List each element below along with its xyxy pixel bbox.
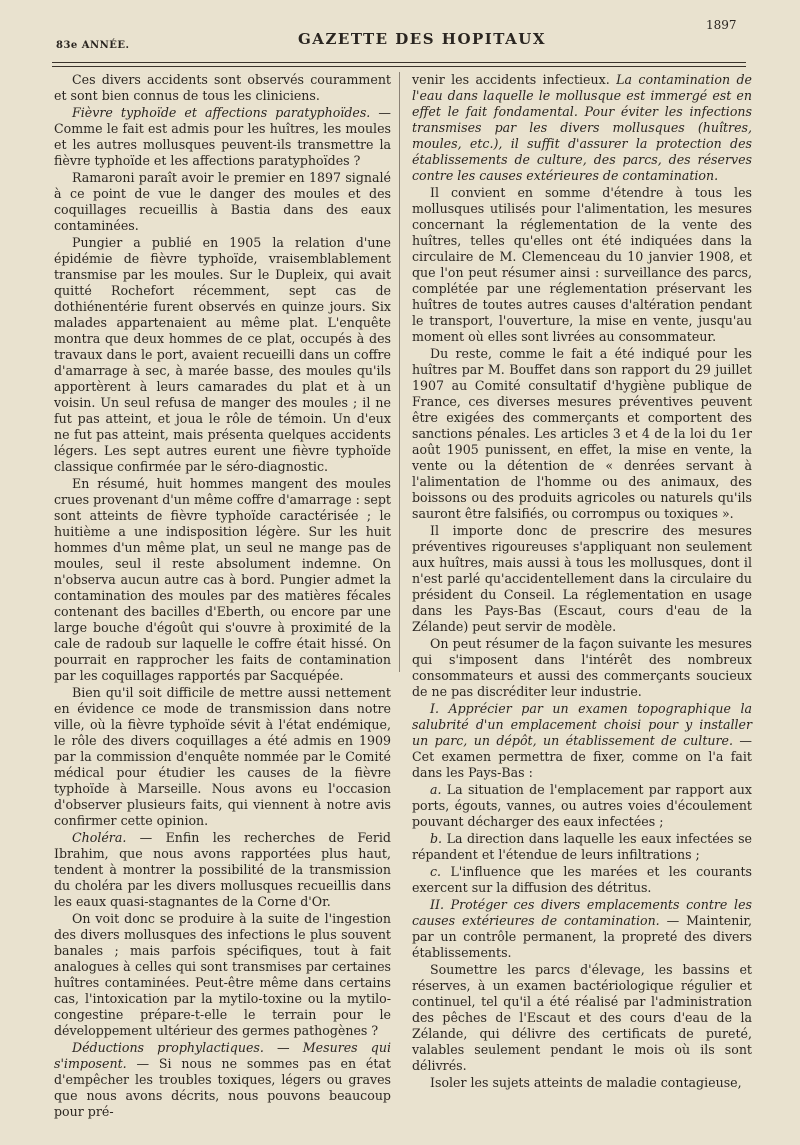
right-column [412,72,752,1092]
paragraph-text: — Cet examen permettra de fixer, comme on l'a fait dans les Pays-Bas : [412,733,752,780]
paragraph-text: — Si nous ne sommes pas en état d'empêcher les troubles toxiques, légers ou graves que nous avons décrits, nous pouvons beaucoup pour pré- [54,1056,391,1119]
paragraph [54,170,391,234]
paragraph-text: Ramaroni paraît avoir le premier en 1897 signalé à ce point de vue le danger des moules et des coquillages recueillis à Bastia dans des eaux contaminées. [54,170,391,233]
paragraph [412,346,752,522]
paragraph-text: Bien qu'il soit difficile de mettre aussi nettement en évidence ce mode de transmission dans notre ville, où la fièvre typhoïde sévit à l'état endémique, le rôle des divers coquillages a été admis en 1909 par la commission d'enquête nommée par le Comité médical pour étudier les causes de la fièvre typhoïde à Marseille. Nous avons eu l'occasion d'observer plusieurs faits, qui viennent à notre avis confirmer cette opinion. [54,685,391,828]
paragraph-tail: La contamination de l'eau dans laquelle le mollusque est immergé est en effet le fait fondamental. Pour éviter les infections transmises par les divers mollusques (huîtres, moules, etc.), il suffit d'assurer la protection des établissements de culture, des parcs, des réserves contre les causes extérieures de contamination. [412,72,752,183]
paragraph [412,523,752,635]
paragraph-text: Pungier a publié en 1905 la relation d'une épidémie de fièvre typhoïde, vraisemblablement transmise par les moules. Sur le Dupleix, qui avait quitté Rochefort récemment, sept cas de dothiénentérie furent observés en quinze jours. Six malades appartenaient au même plat. L'enquête montra que deux hommes de ce plat, occupés à des travaux dans le port, avaient recueilli dans un coffre d'amarrage à sec, à marée basse, des moules qu'ils apportèrent à leurs camarades du plat et à un voisin. Un seul refusa de manger des moules ; il ne fut pas atteint, et joua le rôle de témoin. Un d'eux ne fut pas atteint, mais présenta quelques accidents légers. Les sept autres eurent une fièvre typhoïde classique confirmée par le séro-diagnostic. [54,235,391,474]
paragraph-text: — Enfin les recherches de Ferid Ibrahim, que nous avons rapportées plus haut, tendent à montrer la possibilité de la transmission du choléra par les divers mollusques recueillis dans les eaux quasi-stagnantes de la Corne d'Or. [54,830,391,909]
paragraph [54,685,391,829]
paragraph-text: On voit donc se produire à la suite de l'ingestion des divers mollusques des infections le plus souvent banales ; mais parfois spécifiques, tout à fait analogues à celles qui sont transmises par certaines huîtres contaminées. Peut-être même dans certains cas, l'intoxication par la mytilo-toxine ou la mytilo-congestine prépare-t-elle le terrain pour le développement ultérieur des germes pathogènes ? [54,911,391,1038]
journal-title: GAZETTE DES HOPITAUX [298,30,547,48]
paragraph-text: Il importe donc de prescrire des mesures préventives rigoureuses s'appliquant non seulement aux huîtres, mais aussi à tous les mollusques, dont il n'est parlé qu'accidentellement dans la circulaire du président du Conseil. La réglementation en usage dans les Pays-Bas (Escaut, cours d'eau de la Zélande) peut servir de modèle. [412,523,752,634]
paragraph [412,897,752,961]
paragraph-text: Ces divers accidents sont observés couramment et sont bien connus de tous les cliniciens. [54,72,391,103]
paragraph-lead: I. [430,701,449,716]
paragraph-text: La direction dans laquelle les eaux infectées se répandent et l'étendue de leurs infiltrations ; [412,831,752,862]
paragraph-lead: Choléra. [72,830,127,845]
page-header [0,0,800,70]
paragraph [412,782,752,830]
paragraph [54,1040,391,1120]
header-rule-bottom [52,66,746,67]
paragraph [54,235,391,475]
paragraph-italic: Apprécier par un examen topographique la salubrité d'un emplacement choisi pour y installer un parc, un dépôt, un établissement de culture. [412,701,753,748]
paragraph-text: — Comme le fait est admis pour les huîtres, les moules et les autres mollusques peuvent-ils transmettre la fièvre typhoïde et les affections paratyphoïdes ? [54,105,391,168]
paragraph-italic: Protéger ces divers emplacements contre les causes extérieures de contamination. [412,897,752,928]
paragraph-text: venir les accidents infectieux. [412,72,617,87]
page-number: 1897 [706,18,737,32]
paragraph-text: En résumé, huit hommes mangent des moules crues provenant d'un même coffre d'amarrage : sept sont atteints de fièvre typhoïde caractérisée ; le huitième a une indisposition légère. Sur les huit hommes d'un même plat, un seul ne mange pas de moules, seul il reste absolument indemne. On n'observa aucun autre cas à bord. Pungier admet la contamination des moules par des matières fécales contenant des bacilles d'Eberth, ou encore par une large bouche d'égoût qui s'ouvre à proximité de la cale de radoub sur laquelle le coffre était hissé. On pourrait en rapprocher les faits de contamination par les coquillages rapportés par Sacquépée. [54,476,391,683]
paragraph-text: L'influence que les marées et les courants exercent sur la diffusion des détritus. [412,864,752,895]
paragraph-lead: c. [430,864,451,879]
paragraph-lead: Fièvre typhoïde et affections paratyphoïdes. [72,105,371,120]
issue-label: 83e ANNÉE. [56,40,130,51]
paragraph [412,831,752,863]
paragraph [412,636,752,700]
paragraph-lead: a. [430,782,447,797]
paragraph-text: Du reste, comme le fait a été indiqué pour les huîtres par M. Bouffet dans son rapport du 29 juillet 1907 au Comité consultatif d'hygiène publique de France, ces diverses mesures préventives peuvent être exigées des commerçants et comportent des sanctions pénales. Les articles 3 et 4 de la loi du 1er août 1905 punissent, en effet, la mise en vente, la vente ou la détention de « denrées servant à l'alimentation de l'homme ou des animaux, des boissons ou des produits agricoles ou naturels qu'ils sauront être falsifiés, ou corrompus ou toxiques ». [412,346,752,521]
column-divider [399,72,400,672]
paragraph-text: On peut résumer de la façon suivante les mesures qui s'imposent dans l'intérêt des nombreux consommateurs et aussi des commerçants soucieux de ne pas discréditer leur industrie. [412,636,752,699]
paragraph [412,72,752,184]
header-rule-top [52,62,746,63]
paragraph-text: Il convient en somme d'étendre à tous les mollusques utilisés pour l'alimentation, les mesures concernant la réglementation de la vente des huîtres, telles qu'elles ont été indiquées dans la circulaire de M. Clemenceau du 10 janvier 1908, et que l'on peut résumer ainsi : surveillance des parcs, complétée par une réglementation préservant les huîtres de toutes autres causes d'altération pendant le transport, l'ouverture, la mise en vente, jusqu'au moment où elles sont livrées au consommateur. [412,185,752,344]
paragraph [412,701,752,781]
left-column [54,72,391,1121]
paragraph [412,864,752,896]
paragraph-lead: b. [430,831,447,846]
paragraph [54,105,391,169]
paragraph [54,830,391,910]
paragraph [412,1075,752,1091]
paragraph [412,962,752,1074]
paragraph-text: Soumettre les parcs d'élevage, les bassins et réserves, à un examen bactériologique régulier et continuel, tel qu'il a été réalisé par l'administration des pêches de l'Escaut et des cours d'eau de la Zélande, qui délivre des certificats de pureté, valables seulement pendant le mois où ils sont délivrés. [412,962,752,1073]
paragraph [54,911,391,1039]
paragraph-text: La situation de l'emplacement par rapport aux ports, égouts, vannes, ou autres voies d'écoulement pouvant décharger des eaux infectées ; [412,782,752,829]
paragraph [412,185,752,345]
paragraph-lead: Déductions prophylactiques. — Mesures qui s'imposent. [54,1040,391,1071]
paragraph-text: Isoler les sujets atteints de maladie contagieuse, [430,1075,742,1090]
paragraph-lead: II. [430,897,451,912]
paragraph-text: — Maintenir, par un contrôle permanent, la propreté des divers établissements. [412,913,752,960]
paragraph [54,72,391,104]
paragraph [54,476,391,684]
